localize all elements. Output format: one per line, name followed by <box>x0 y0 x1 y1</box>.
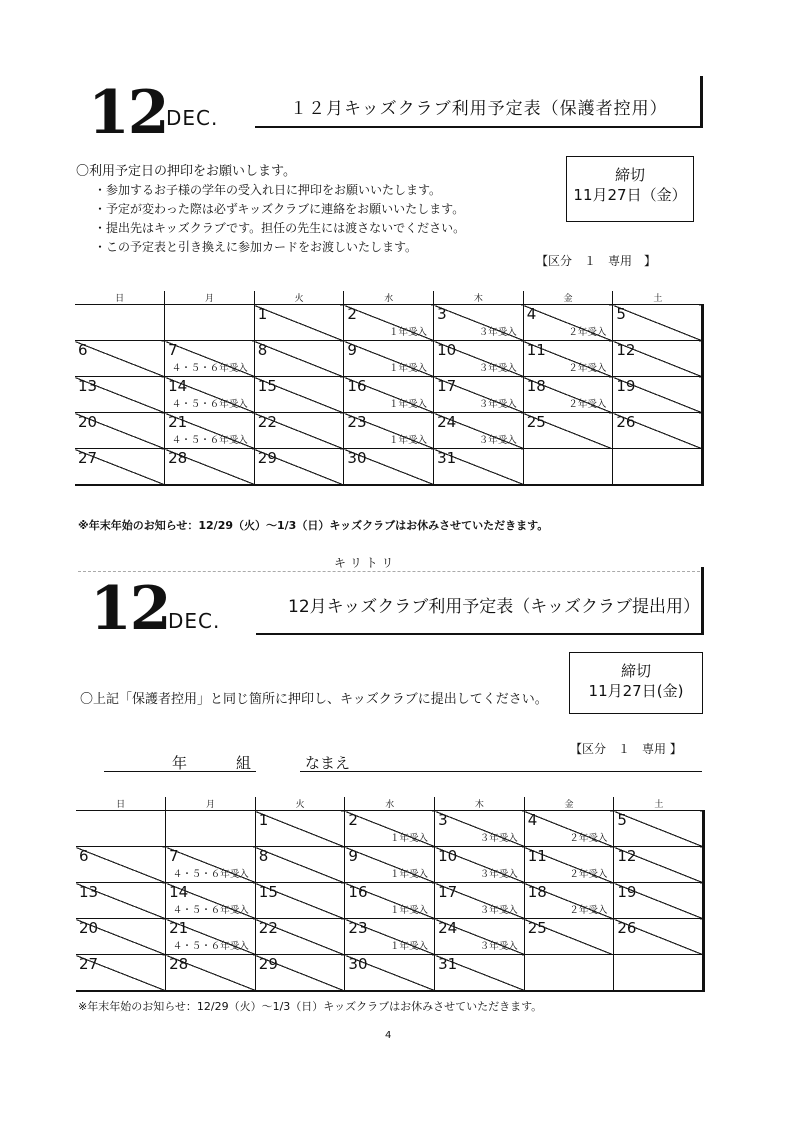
weekday-header: 日 <box>75 291 165 305</box>
grade-acceptance-note: １年受入 <box>389 399 428 410</box>
day-number: 6 <box>78 341 88 359</box>
day-number: 19 <box>616 377 636 395</box>
day-number: 20 <box>79 919 99 937</box>
grade-acceptance-note: ２年受入 <box>568 363 607 374</box>
day-stamp-cell[interactable] <box>344 305 434 341</box>
grade-class-underline <box>104 771 256 772</box>
day-number: 1 <box>258 811 269 829</box>
calendar-week-row <box>75 449 703 486</box>
day-stamp-cell[interactable] <box>76 811 166 847</box>
day-number: 16 <box>347 377 367 395</box>
weekday-header: 日 <box>76 797 166 811</box>
day-number: 7 <box>168 341 178 359</box>
day-stamp-cell[interactable] <box>345 919 435 955</box>
day-stamp-cell[interactable] <box>524 919 614 955</box>
day-stamp-cell[interactable] <box>76 847 166 883</box>
day-number: 12 <box>616 341 636 359</box>
day-number: 23 <box>348 919 368 937</box>
day-number: 23 <box>347 413 367 431</box>
grade-acceptance-note: ３年受入 <box>479 905 518 916</box>
day-number: 24 <box>438 919 458 937</box>
page-title: １２月キッズクラブ利用予定表（保護者控用） <box>290 99 668 119</box>
weekday-header: 水 <box>344 291 434 305</box>
day-number: 21 <box>169 919 189 937</box>
day-number: 27 <box>78 449 98 467</box>
grade-acceptance-note: ４・５・６年受入 <box>172 905 249 916</box>
month-number: 12 <box>88 78 168 148</box>
day-stamp-cell[interactable] <box>76 883 166 919</box>
grade-acceptance-note: ２年受入 <box>569 905 608 916</box>
day-stamp-cell[interactable] <box>166 883 256 919</box>
deadline-date: 11月27日（金） <box>573 186 687 204</box>
grade-acceptance-note: １年受入 <box>390 833 429 844</box>
calendar-table <box>75 291 704 486</box>
day-stamp-cell[interactable] <box>75 449 165 486</box>
day-number: 3 <box>437 305 447 323</box>
grade-acceptance-note: ２年受入 <box>569 869 608 880</box>
grade-acceptance-note: １年受入 <box>389 363 428 374</box>
day-stamp-cell[interactable] <box>434 413 524 449</box>
day-number: 12 <box>617 847 637 865</box>
day-number: 26 <box>616 413 636 431</box>
weekday-header-row <box>75 291 703 305</box>
holiday-notice: ※年末年始のお知らせ：12/29（火）～1/3（日）キッズクラブはお休みさせていただきます。 <box>78 1000 543 1013</box>
day-number: 30 <box>347 449 367 467</box>
weekday-header: 木 <box>434 291 524 305</box>
grade-acceptance-note: ３年受入 <box>478 363 517 374</box>
deadline-label: 締切 <box>620 662 651 680</box>
day-stamp-cell[interactable] <box>345 883 435 919</box>
calendar-week-row <box>75 413 703 449</box>
day-number: 1 <box>257 305 268 323</box>
cut-line <box>78 571 700 572</box>
grade-acceptance-note: ３年受入 <box>478 399 517 410</box>
day-stamp-cell[interactable] <box>434 449 524 486</box>
day-number: 24 <box>437 413 457 431</box>
day-number: 22 <box>257 413 277 431</box>
day-number: 19 <box>617 883 637 901</box>
day-stamp-cell[interactable] <box>344 449 434 486</box>
day-number: 14 <box>169 883 189 901</box>
day-stamp-cell[interactable] <box>344 413 434 449</box>
instruction-item: ・参加するお子様の学年の受入れ日に押印をお願いいたします。 <box>94 183 442 197</box>
day-stamp-cell[interactable] <box>435 919 525 955</box>
grade-acceptance-note: ４・５・６年受入 <box>171 399 248 410</box>
class-label: 組 <box>236 754 252 772</box>
day-stamp-cell[interactable] <box>345 955 435 992</box>
name-label: なまえ <box>305 754 351 772</box>
grade-acceptance-note: ２年受入 <box>568 399 607 410</box>
grade-acceptance-note: ４・５・６年受入 <box>172 869 249 880</box>
calendar-table <box>76 797 705 992</box>
weekday-header: 火 <box>254 291 344 305</box>
day-stamp-cell[interactable] <box>344 341 434 377</box>
day-stamp-cell[interactable] <box>165 413 255 449</box>
grade-acceptance-note: ４・５・６年受入 <box>172 941 249 952</box>
weekday-header: 木 <box>435 797 525 811</box>
day-stamp-cell[interactable] <box>76 919 166 955</box>
month-number: 12 <box>90 574 170 644</box>
day-stamp-cell[interactable] <box>614 955 704 992</box>
day-stamp-cell[interactable] <box>345 811 435 847</box>
deadline-label: 締切 <box>614 166 645 184</box>
day-number: 27 <box>79 955 99 973</box>
day-number: 28 <box>168 449 188 467</box>
day-number: 31 <box>437 449 457 467</box>
month-abbr: DEC. <box>166 106 219 130</box>
calendar-week-row <box>75 377 703 413</box>
instructions <box>76 162 465 257</box>
day-number: 25 <box>526 413 546 431</box>
day-stamp-cell[interactable] <box>434 341 524 377</box>
day-stamp-cell[interactable] <box>524 955 614 992</box>
weekday-header: 土 <box>614 797 704 811</box>
grade-acceptance-note: １年受入 <box>389 435 428 446</box>
grade-acceptance-note: １年受入 <box>390 905 429 916</box>
day-stamp-cell[interactable] <box>166 847 256 883</box>
day-stamp-cell[interactable] <box>254 305 344 341</box>
grade-acceptance-note: ３年受入 <box>478 435 517 446</box>
instructions-lead: 〇利用予定日の押印をお願いします。 <box>76 164 296 179</box>
day-stamp-cell[interactable] <box>166 811 256 847</box>
day-stamp-cell[interactable] <box>255 919 345 955</box>
grade-acceptance-note: ４・５・６年受入 <box>171 435 248 446</box>
day-stamp-cell[interactable] <box>435 847 525 883</box>
day-stamp-cell[interactable] <box>165 449 255 486</box>
day-stamp-cell[interactable] <box>614 919 704 955</box>
grade-acceptance-note: ３年受入 <box>479 833 518 844</box>
calendar-week-row <box>75 341 703 377</box>
day-stamp-cell[interactable] <box>255 883 345 919</box>
day-stamp-cell[interactable] <box>523 341 613 377</box>
day-number: 13 <box>79 883 99 901</box>
day-stamp-cell[interactable] <box>614 811 704 847</box>
grade-acceptance-note: ４・５・６年受入 <box>171 363 248 374</box>
day-number: 22 <box>258 919 278 937</box>
day-number: 29 <box>257 449 277 467</box>
weekday-header: 金 <box>524 797 614 811</box>
page-number: 4 <box>385 1030 392 1041</box>
day-number: 5 <box>616 305 626 323</box>
day-stamp-cell[interactable] <box>613 341 703 377</box>
weekday-header: 水 <box>345 797 435 811</box>
calendar-week-row <box>76 883 704 919</box>
day-number: 31 <box>438 955 458 973</box>
day-stamp-cell[interactable] <box>613 449 703 486</box>
day-number: 10 <box>437 341 457 359</box>
day-number: 15 <box>257 377 277 395</box>
grade-label: 年 <box>172 754 188 772</box>
calendar-week-row <box>76 955 704 992</box>
name-underline <box>300 771 702 772</box>
grade-acceptance-note: ２年受入 <box>568 327 607 338</box>
day-stamp-cell[interactable] <box>255 811 345 847</box>
day-stamp-cell[interactable] <box>434 305 524 341</box>
grade-acceptance-note: ２年受入 <box>569 833 608 844</box>
day-stamp-cell[interactable] <box>613 413 703 449</box>
instruction-item: ・予定が変わった際は必ずキッズクラブに連絡をお願いいたします。 <box>94 202 465 216</box>
grade-acceptance-note: １年受入 <box>390 869 429 880</box>
day-number: 17 <box>438 883 458 901</box>
day-stamp-cell[interactable] <box>75 377 165 413</box>
grade-acceptance-note: １年受入 <box>390 941 429 952</box>
day-number: 8 <box>257 341 268 359</box>
day-number: 5 <box>617 811 627 829</box>
day-stamp-cell[interactable] <box>614 883 704 919</box>
deadline-box <box>566 156 694 222</box>
day-stamp-cell[interactable] <box>435 811 525 847</box>
day-stamp-cell[interactable] <box>166 919 256 955</box>
grade-acceptance-note: １年受入 <box>389 327 428 338</box>
holiday-notice: ※年末年始のお知らせ：12/29（火）～1/3（日）キッズクラブはお休みさせていただきます。 <box>78 519 549 532</box>
weekday-header: 火 <box>255 797 345 811</box>
day-number: 26 <box>617 919 637 937</box>
cut-line-label: キ リ ト リ <box>334 556 394 570</box>
day-stamp-cell[interactable] <box>165 377 255 413</box>
day-stamp-cell[interactable] <box>344 377 434 413</box>
day-number: 9 <box>348 847 358 865</box>
day-stamp-cell[interactable] <box>613 305 703 341</box>
day-number: 8 <box>258 847 269 865</box>
day-stamp-cell[interactable] <box>166 955 256 992</box>
day-number: 7 <box>169 847 179 865</box>
day-number: 29 <box>258 955 278 973</box>
weekday-header: 月 <box>165 291 255 305</box>
calendar-week-row <box>76 847 704 883</box>
deadline-box <box>569 652 703 714</box>
day-stamp-cell[interactable] <box>75 341 165 377</box>
day-number: 9 <box>347 341 357 359</box>
weekday-header: 金 <box>523 291 613 305</box>
month-abbr: DEC. <box>168 609 221 633</box>
day-stamp-cell[interactable] <box>254 449 344 486</box>
day-stamp-cell[interactable] <box>524 847 614 883</box>
day-stamp-cell[interactable] <box>435 883 525 919</box>
page-title: 12月キッズクラブ利用予定表（キッズクラブ提出用） <box>288 597 700 617</box>
day-stamp-cell[interactable] <box>75 305 165 341</box>
day-number: 3 <box>438 811 448 829</box>
day-number: 18 <box>526 377 546 395</box>
weekday-header: 月 <box>166 797 256 811</box>
day-stamp-cell[interactable] <box>165 341 255 377</box>
day-number: 18 <box>527 883 547 901</box>
day-stamp-cell[interactable] <box>523 305 613 341</box>
day-stamp-cell[interactable] <box>165 305 255 341</box>
day-number: 30 <box>348 955 368 973</box>
title-rule <box>701 567 704 635</box>
day-stamp-cell[interactable] <box>254 341 344 377</box>
grade-acceptance-note: ３年受入 <box>478 327 517 338</box>
title-rule <box>700 76 703 128</box>
day-number: 4 <box>527 811 538 829</box>
day-stamp-cell[interactable] <box>524 811 614 847</box>
grade-acceptance-note: ３年受入 <box>479 869 518 880</box>
submission-note: 〇上記「保護者控用」と同じ箇所に押印し、キッズクラブに提出してください。 <box>80 692 548 707</box>
day-number: 16 <box>348 883 368 901</box>
title-underline <box>255 126 701 128</box>
day-number: 25 <box>527 919 547 937</box>
day-number: 11 <box>526 341 546 359</box>
day-stamp-cell[interactable] <box>255 847 345 883</box>
category-label: 【区分 １ 専用 】 <box>536 254 657 268</box>
day-stamp-cell[interactable] <box>345 847 435 883</box>
day-number: 13 <box>78 377 98 395</box>
calendar-week-row <box>76 919 704 955</box>
day-number: 4 <box>526 305 537 323</box>
day-number: 21 <box>168 413 188 431</box>
calendar-week-row <box>75 305 703 341</box>
day-number: 10 <box>438 847 458 865</box>
day-stamp-cell[interactable] <box>523 449 613 486</box>
instruction-item: ・この予定表と引き換えに参加カードをお渡しいたします。 <box>94 240 418 254</box>
day-stamp-cell[interactable] <box>524 883 614 919</box>
day-number: 20 <box>78 413 98 431</box>
day-number: 6 <box>79 847 89 865</box>
day-number: 14 <box>168 377 188 395</box>
day-stamp-cell[interactable] <box>434 377 524 413</box>
day-stamp-cell[interactable] <box>523 377 613 413</box>
day-number: 2 <box>348 811 358 829</box>
deadline-date: 11月27日(金) <box>588 682 684 700</box>
day-stamp-cell[interactable] <box>76 955 166 992</box>
weekday-header-row <box>76 797 704 811</box>
day-number: 15 <box>258 883 278 901</box>
day-number: 2 <box>347 305 357 323</box>
day-stamp-cell[interactable] <box>614 847 704 883</box>
weekday-header: 土 <box>613 291 703 305</box>
category-label: 【区分 １ 専用 】 <box>570 742 682 756</box>
day-stamp-cell[interactable] <box>254 377 344 413</box>
grade-acceptance-note: ３年受入 <box>479 941 518 952</box>
day-number: 11 <box>527 847 547 865</box>
day-stamp-cell[interactable] <box>523 413 613 449</box>
calendar-week-row <box>76 811 704 847</box>
day-stamp-cell[interactable] <box>613 377 703 413</box>
day-stamp-cell[interactable] <box>255 955 345 992</box>
day-stamp-cell[interactable] <box>254 413 344 449</box>
day-number: 28 <box>169 955 189 973</box>
day-stamp-cell[interactable] <box>75 413 165 449</box>
instruction-item: ・提出先はキッズクラブです。担任の先生には渡さないでください。 <box>94 221 466 235</box>
title-underline <box>256 633 702 635</box>
day-number: 17 <box>437 377 457 395</box>
day-stamp-cell[interactable] <box>435 955 525 992</box>
